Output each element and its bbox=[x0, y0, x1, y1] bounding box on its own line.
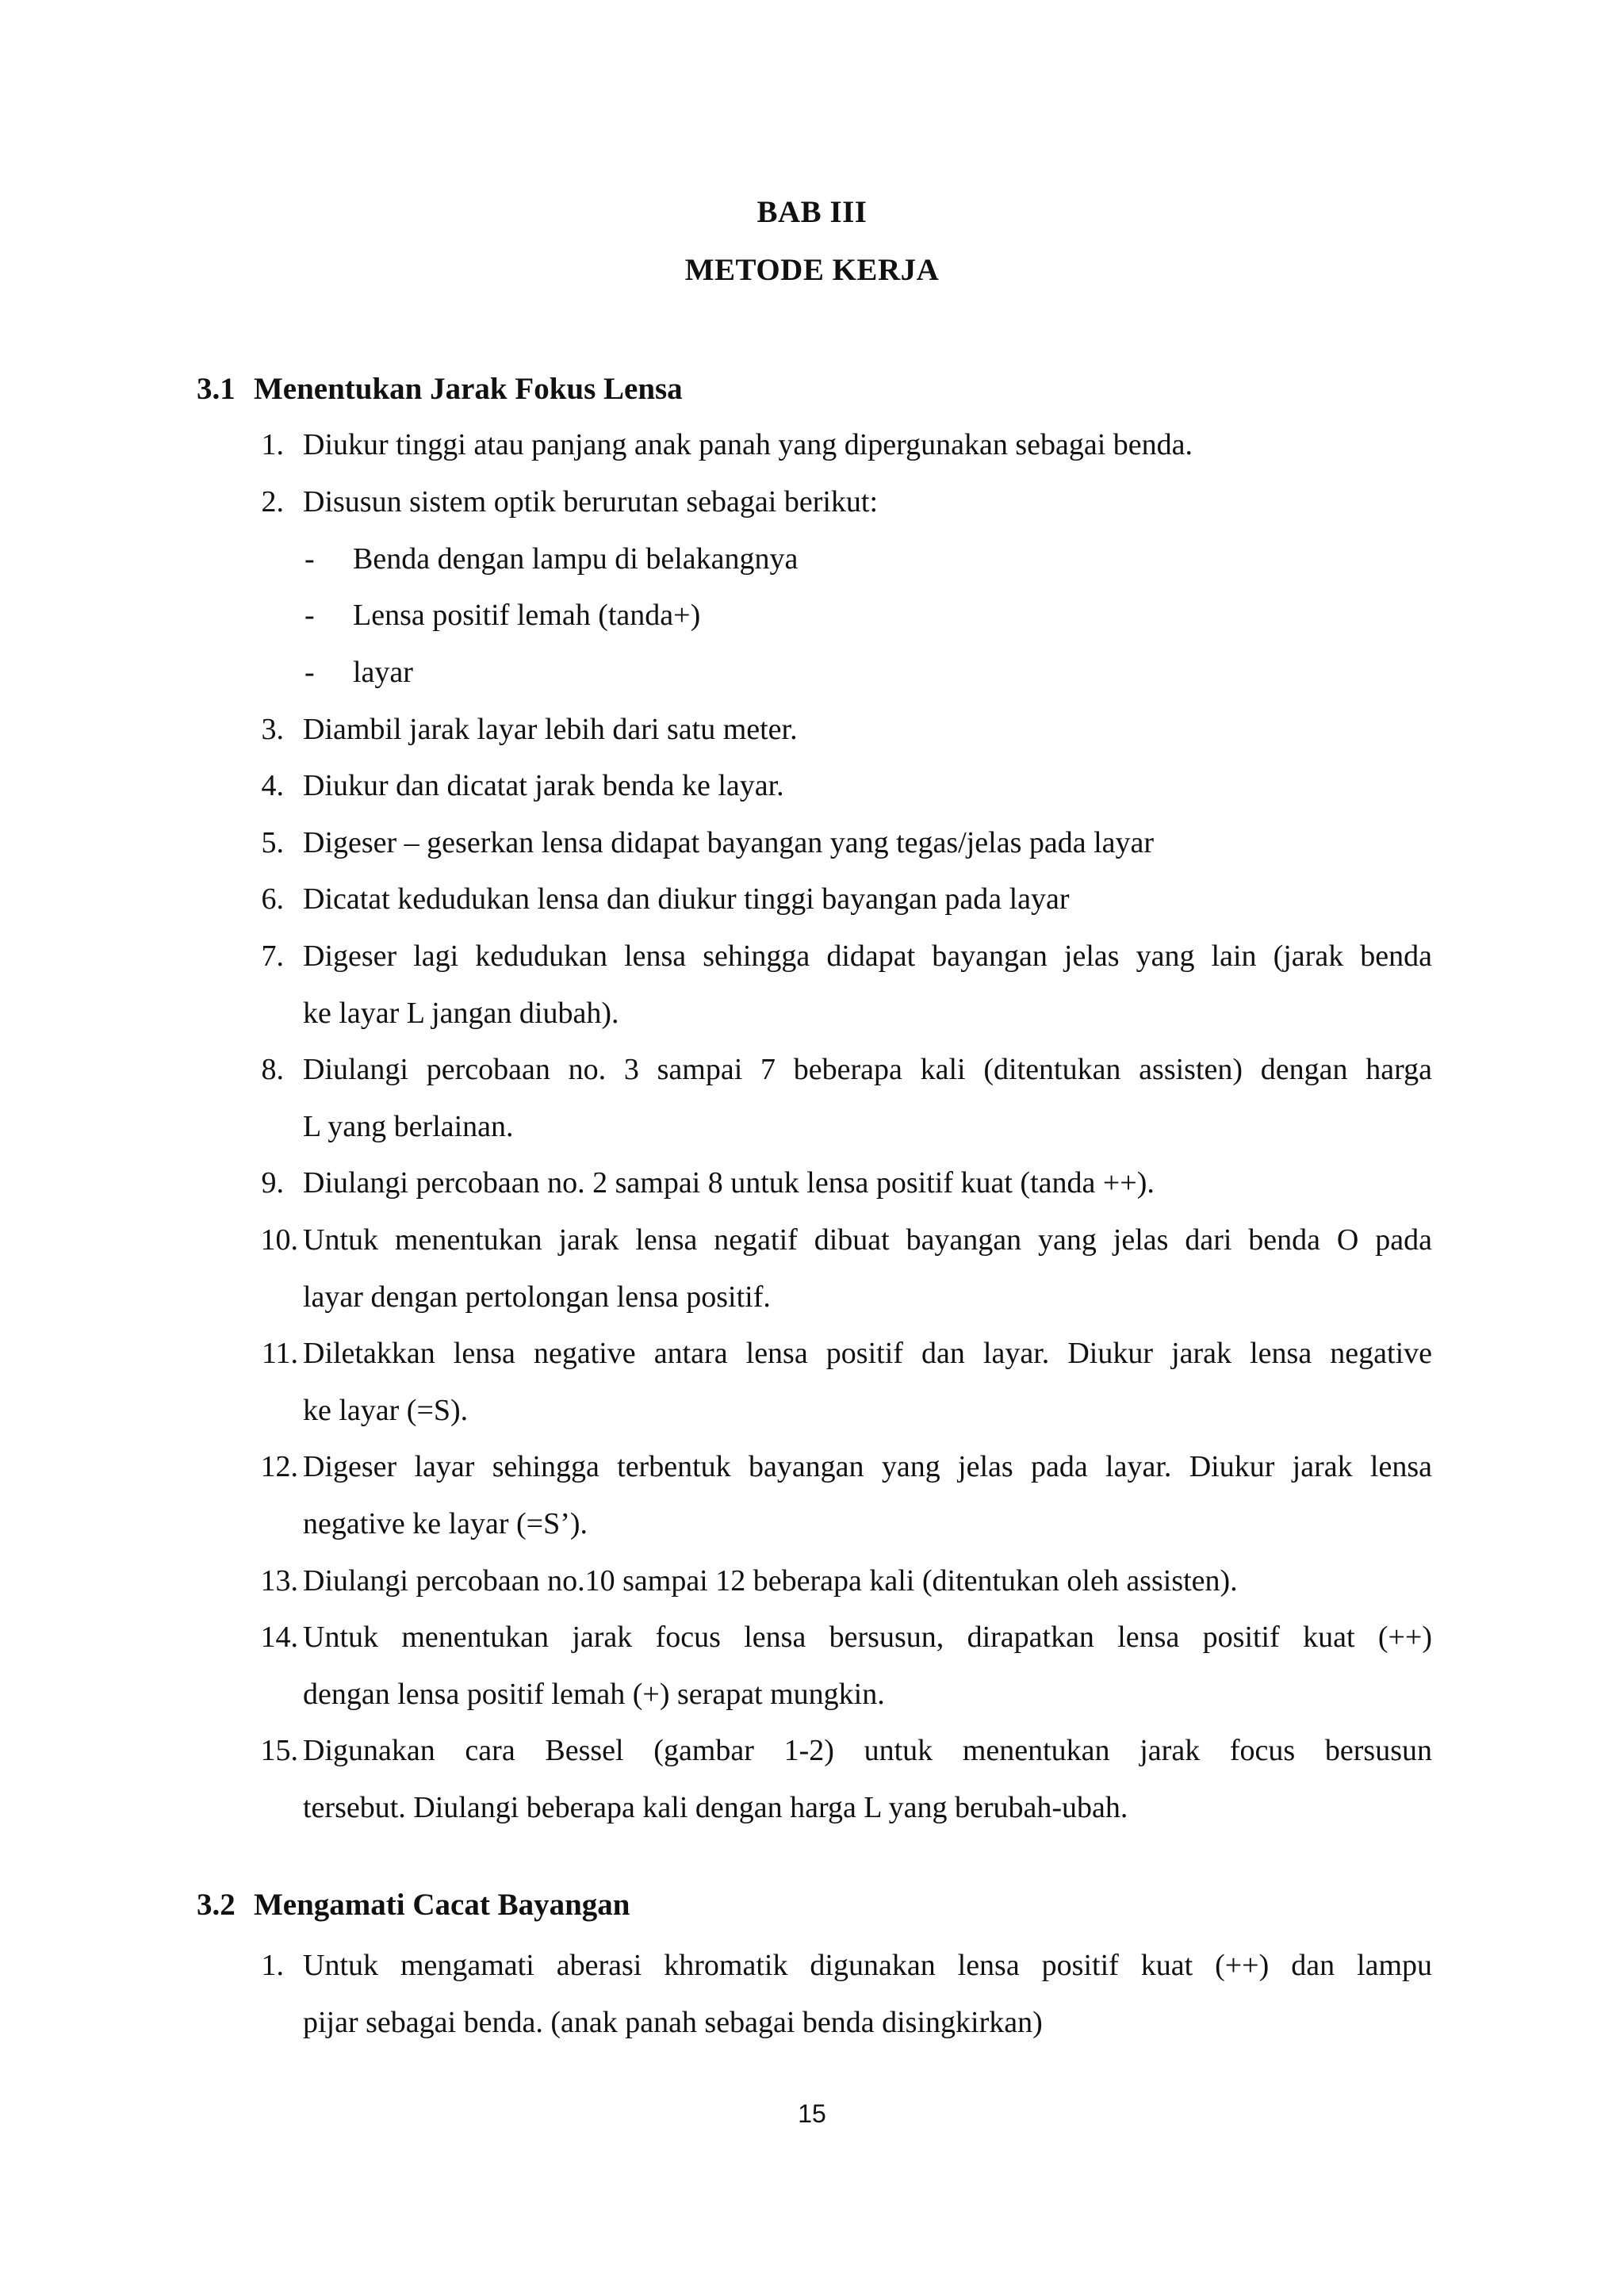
list-item-number: 15. bbox=[260, 1734, 298, 1767]
list-item-text: Digeser lagi kedudukan lensa sehingga didapat bayangan jelas yang lain (jarak benda bbox=[303, 939, 1432, 973]
list-item-text: Diletakkan lensa negative antara lensa positif dan layar. Diukur jarak lensa negative bbox=[303, 1337, 1432, 1370]
list-item-number: 7. bbox=[261, 939, 284, 973]
section-heading-3-1 bbox=[197, 371, 683, 407]
list-item-text: Diukur tinggi atau panjang anak panah yang dipergunakan sebagai benda. bbox=[303, 428, 1193, 461]
list-item-text: Diulangi percobaan no.10 sampai 12 beberapa kali (ditentukan oleh assisten). bbox=[303, 1564, 1238, 1598]
list-item-number: 1. bbox=[261, 1949, 284, 1982]
list-item-number: 8. bbox=[261, 1053, 284, 1086]
list-item-text: Diukur dan dicatat jarak benda ke layar. bbox=[303, 769, 784, 802]
list-item-number: 12. bbox=[260, 1450, 298, 1483]
list-item-text: Diulangi percobaan no. 2 sampai 8 untuk lensa positif kuat (tanda ++). bbox=[303, 1166, 1155, 1200]
list-item-text: Untuk menentukan jarak focus lensa bersusun, dirapatkan lensa positif kuat (++) bbox=[303, 1621, 1432, 1654]
list-item-number: 4. bbox=[261, 769, 284, 802]
sub-item-dash: - bbox=[304, 656, 315, 689]
list-item-text: Digeser – geserkan lensa didapat bayangan yang tegas/jelas pada layar bbox=[303, 826, 1155, 859]
list-item-text: Untuk mengamati aberasi khromatik digunakan lensa positif kuat (++) dan lampu bbox=[303, 1949, 1432, 1982]
list-item-text: Dicatat kedudukan lensa dan diukur tinggi bayangan pada layar bbox=[303, 882, 1070, 916]
list-item-text-continued: pijar sebagai benda. (anak panah sebagai benda disingkirkan) bbox=[303, 2006, 1043, 2039]
list-item-text-continued: negative ke layar (=S’). bbox=[303, 1507, 588, 1540]
sub-item-text: layar bbox=[353, 656, 413, 689]
chapter-number: BAB III bbox=[756, 195, 868, 229]
sub-item-text: Benda dengan lampu di belakangnya bbox=[353, 542, 799, 576]
list-item-number: 5. bbox=[261, 826, 284, 859]
list-item-text: Diulangi percobaan no. 3 sampai 7 beberapa kali (ditentukan assisten) dengan harga bbox=[303, 1053, 1432, 1086]
list-item-number: 3. bbox=[261, 713, 284, 746]
list-item-number: 14. bbox=[260, 1621, 298, 1654]
list-item-text-continued: ke layar (=S). bbox=[303, 1394, 469, 1427]
sub-item-dash: - bbox=[304, 599, 315, 632]
list-item-text-continued: dengan lensa positif lemah (+) serapat mungkin. bbox=[303, 1678, 885, 1711]
sub-item-dash: - bbox=[304, 542, 315, 576]
section-heading-3-2 bbox=[197, 1887, 630, 1923]
list-item-number: 10. bbox=[260, 1223, 298, 1257]
list-item-number: 9. bbox=[261, 1166, 284, 1200]
list-item-text: Disusun sistem optik berurutan sebagai berikut: bbox=[303, 485, 879, 519]
list-item-text: Digunakan cara Bessel (gambar 1-2) untuk menentukan jarak focus bersusun bbox=[303, 1734, 1432, 1767]
list-item-number: 11. bbox=[261, 1337, 298, 1370]
sub-item-text: Lensa positif lemah (tanda+) bbox=[353, 599, 701, 632]
section-number: 3.1 bbox=[197, 372, 236, 406]
list-item-number: 1. bbox=[261, 428, 284, 461]
list-item-text-continued: layar dengan pertolongan lensa positif. bbox=[303, 1280, 771, 1314]
chapter-title: METODE KERJA bbox=[684, 253, 940, 287]
list-item-text-continued: L yang berlainan. bbox=[303, 1110, 514, 1143]
list-item-text: Untuk menentukan jarak lensa negatif dibuat bayangan yang jelas dari benda O pada bbox=[303, 1223, 1432, 1257]
list-item-text: Diambil jarak layar lebih dari satu meter. bbox=[303, 713, 798, 746]
list-item-number: 6. bbox=[261, 882, 284, 916]
section-title: Mengamati Cacat Bayangan bbox=[254, 1888, 630, 1922]
page-number: 15 bbox=[798, 2099, 826, 2128]
list-item-text: Digeser layar sehingga terbentuk bayangan yang jelas pada layar. Diukur jarak lensa bbox=[303, 1450, 1432, 1483]
list-item-text-continued: ke layar L jangan diubah). bbox=[303, 997, 619, 1030]
list-item-number: 13. bbox=[260, 1564, 298, 1598]
list-item-text-continued: tersebut. Diulangi beberapa kali dengan harga L yang berubah-ubah. bbox=[303, 1791, 1128, 1824]
list-item-number: 2. bbox=[261, 485, 284, 519]
section-title: Menentukan Jarak Fokus Lensa bbox=[254, 372, 683, 406]
section-number: 3.2 bbox=[197, 1888, 236, 1922]
